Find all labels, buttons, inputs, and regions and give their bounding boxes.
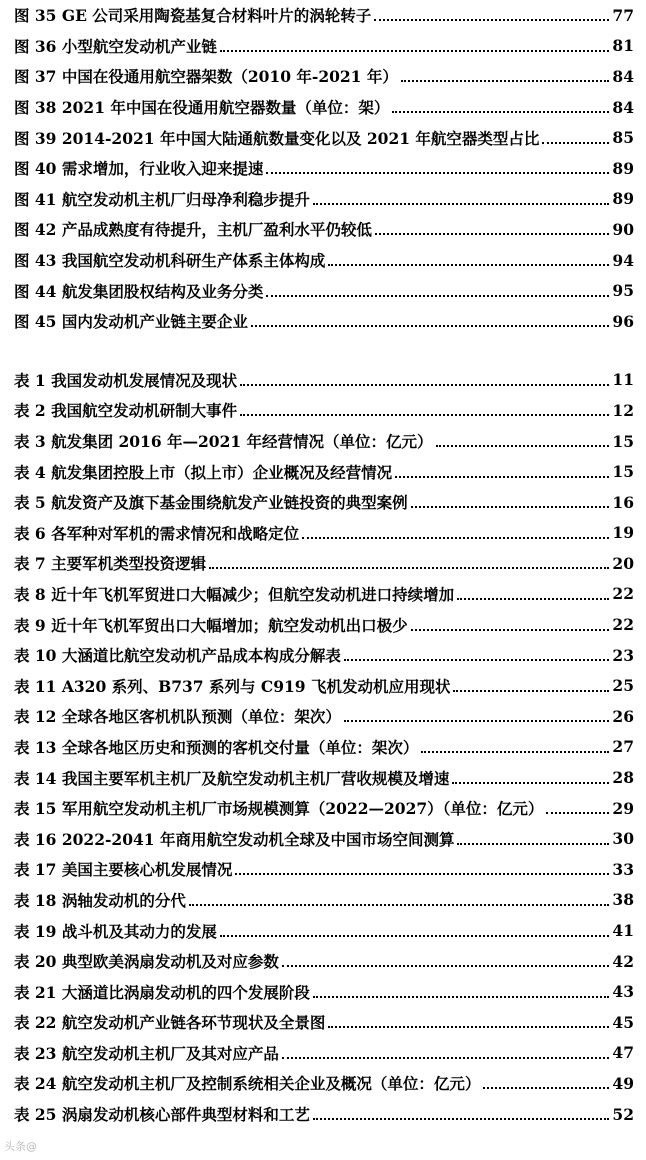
- toc-table-entry[interactable]: [14, 609, 634, 640]
- entry-title: 表 5 航发资产及旗下基金围绕航发产业链投资的典型案例: [14, 493, 408, 513]
- dot-leader: [220, 935, 610, 937]
- dot-leader: [220, 50, 610, 52]
- entry-title: 表 13 全球各地区历史和预测的客机交付量（单位：架次）: [14, 737, 419, 757]
- page-number: 89: [612, 158, 634, 178]
- toc-figure-entry[interactable]: [14, 61, 634, 92]
- toc-figure-entry[interactable]: [14, 0, 634, 31]
- page-number: 89: [612, 189, 634, 209]
- page-number: 38: [612, 890, 634, 910]
- dot-leader: [344, 659, 610, 661]
- dot-leader: [266, 295, 609, 297]
- entry-title: 表 8 近十年飞机军贸进口大幅减少；但航空发动机进口持续增加: [14, 584, 455, 604]
- dot-leader: [375, 233, 610, 235]
- page-number: 23: [612, 645, 634, 665]
- dot-leader: [313, 203, 610, 205]
- toc-table-entry[interactable]: [14, 670, 634, 701]
- entry-title: 图 38 2021 年中国在役通用航空器数量（单位：架）: [14, 98, 390, 118]
- toc-figure-entry[interactable]: [14, 92, 634, 123]
- dot-leader: [266, 172, 609, 174]
- page-number: 33: [612, 859, 634, 879]
- dot-leader: [328, 1026, 609, 1028]
- page-number: 11: [612, 370, 634, 390]
- entry-title: 图 42 产品成熟度有待提升，主机厂盈利水平仍较低: [14, 220, 372, 240]
- entry-title: 表 19 战斗机及其动力的发展: [14, 921, 217, 941]
- toc-figure-entry[interactable]: [14, 31, 634, 62]
- dot-leader: [411, 506, 610, 508]
- page-number: 90: [612, 219, 634, 239]
- entry-title: 表 4 航发集团控股上市（拟上市）企业概况及经营情况: [14, 462, 393, 482]
- table-list: [14, 365, 634, 1130]
- figure-list: [14, 0, 634, 337]
- toc-table-entry[interactable]: [14, 1068, 634, 1099]
- page-number: 94: [612, 250, 634, 270]
- entry-title: 表 18 涡轴发动机的分代: [14, 890, 186, 910]
- entry-title: 图 39 2014-2021 年中国大陆通航数量变化以及 2021 年航空器类型占比: [14, 128, 540, 148]
- entry-title: 表 2 我国航空发动机研制大事件: [14, 401, 238, 421]
- toc-table-entry[interactable]: [14, 701, 634, 732]
- toc-table-entry[interactable]: [14, 579, 634, 610]
- dot-leader: [436, 445, 610, 447]
- entry-title: 表 22 航空发动机产业链各环节现状及全景图: [14, 1013, 326, 1033]
- dot-leader: [235, 873, 609, 875]
- entry-title: 表 17 美国主要核心机发展情况: [14, 860, 233, 880]
- entry-title: 表 7 主要军机类型投资逻辑: [14, 554, 207, 574]
- entry-title: 图 37 中国在役通用航空器架数（2010 年-2021 年）: [14, 67, 398, 87]
- entry-title: 表 6 各军种对军机的需求情况和战略定位: [14, 523, 300, 543]
- entry-title: 表 9 近十年飞机军贸出口大幅增加；航空发动机出口极少: [14, 615, 408, 635]
- entry-title: 图 43 我国航空发动机科研生产体系主体构成: [14, 251, 326, 271]
- table-of-contents: [14, 0, 634, 1129]
- dot-leader: [457, 598, 609, 600]
- watermark: 头条@: [4, 1140, 37, 1153]
- page-number: 15: [612, 462, 634, 482]
- dot-leader: [421, 751, 609, 753]
- entry-title: 表 21 大涵道比涡扇发动机的四个发展阶段: [14, 982, 310, 1002]
- dot-leader: [189, 904, 610, 906]
- dot-leader: [395, 476, 609, 478]
- page-number: 42: [612, 951, 634, 971]
- toc-table-entry[interactable]: [14, 946, 634, 977]
- toc-table-entry[interactable]: [14, 487, 634, 518]
- toc-table-entry[interactable]: [14, 1007, 634, 1038]
- dot-leader: [453, 690, 609, 692]
- page-number: 85: [612, 128, 634, 148]
- page-number: 30: [612, 829, 634, 849]
- page-number: 52: [612, 1104, 634, 1124]
- toc-table-entry[interactable]: [14, 823, 634, 854]
- page-number: 47: [612, 1043, 634, 1063]
- dot-leader: [328, 264, 609, 266]
- dot-leader: [302, 537, 609, 539]
- page-number: 49: [612, 1073, 634, 1093]
- page-number: 28: [612, 768, 634, 788]
- page-number: 43: [612, 982, 634, 1002]
- toc-table-entry[interactable]: [14, 518, 634, 549]
- entry-title: 图 41 航空发动机主机厂归母净利稳步提升: [14, 189, 310, 209]
- dot-leader: [542, 142, 609, 144]
- entry-title: 表 24 航空发动机主机厂及控制系统相关企业及概况（单位：亿元）: [14, 1074, 481, 1094]
- entry-title: 表 25 涡扇发动机核心部件典型材料和工艺: [14, 1105, 310, 1125]
- dot-leader: [374, 19, 609, 21]
- page-number: 45: [612, 1012, 634, 1032]
- dot-leader: [240, 414, 609, 416]
- dot-leader: [401, 80, 610, 82]
- entry-title: 表 12 全球各地区客机机队预测（单位：架次）: [14, 707, 341, 727]
- entry-title: 表 20 典型欧美涡扇发动机及对应参数: [14, 952, 279, 972]
- page-number: 29: [612, 798, 634, 818]
- entry-title: 表 14 我国主要军机主机厂及航空发动机主机厂营收规模及增速: [14, 768, 450, 788]
- toc-table-entry[interactable]: [14, 762, 634, 793]
- entry-title: 表 11 A320 系列、B737 系列与 C919 飞机发动机应用现状: [14, 676, 451, 696]
- toc-table-entry[interactable]: [14, 426, 634, 457]
- toc-table-entry[interactable]: [14, 365, 634, 396]
- page-number: 84: [612, 97, 634, 117]
- toc-table-entry[interactable]: [14, 885, 634, 916]
- entry-title: 表 16 2022-2041 年商用航空发动机全球及中国市场空间测算: [14, 829, 455, 849]
- toc-table-entry[interactable]: [14, 456, 634, 487]
- page-number: 96: [612, 311, 634, 331]
- dot-leader: [282, 1057, 610, 1059]
- dot-leader: [411, 629, 610, 631]
- dot-leader: [457, 843, 609, 845]
- dot-leader: [344, 720, 610, 722]
- entry-title: 表 23 航空发动机主机厂及其对应产品: [14, 1043, 279, 1063]
- dot-leader: [282, 965, 610, 967]
- dot-leader: [313, 1118, 610, 1120]
- toc-figure-entry[interactable]: [14, 306, 634, 337]
- toc-table-entry[interactable]: [14, 732, 634, 763]
- toc-figure-entry[interactable]: [14, 184, 634, 215]
- dot-leader: [392, 111, 609, 113]
- toc-table-entry[interactable]: [14, 395, 634, 426]
- toc-figure-entry[interactable]: [14, 122, 634, 153]
- toc-table-entry[interactable]: [14, 1099, 634, 1130]
- entry-title: 图 40 需求增加，行业收入迎来提速: [14, 159, 264, 179]
- toc-table-entry[interactable]: [14, 793, 634, 824]
- dot-leader: [452, 782, 609, 784]
- page-number: 19: [612, 523, 634, 543]
- toc-table-entry[interactable]: [14, 854, 634, 885]
- page-number: 81: [612, 36, 634, 56]
- page-number: 22: [612, 615, 634, 635]
- page-number: 16: [612, 492, 634, 512]
- page-number: 12: [612, 400, 634, 420]
- toc-figure-entry[interactable]: [14, 153, 634, 184]
- page-number: 22: [612, 584, 634, 604]
- toc-figure-entry[interactable]: [14, 245, 634, 276]
- dot-leader: [240, 384, 609, 386]
- dot-leader: [209, 567, 609, 569]
- entry-title: 图 36 小型航空发动机产业链: [14, 36, 217, 56]
- toc-table-entry[interactable]: [14, 915, 634, 946]
- entry-title: 表 10 大涵道比航空发动机产品成本构成分解表: [14, 646, 341, 666]
- dot-leader: [251, 325, 610, 327]
- toc-table-entry[interactable]: [14, 1038, 634, 1069]
- page-number: 77: [612, 5, 634, 25]
- entry-title: 图 44 航发集团股权结构及业务分类: [14, 281, 264, 301]
- toc-figure-entry[interactable]: [14, 275, 634, 306]
- dot-leader: [313, 996, 610, 998]
- page-number: 26: [612, 706, 634, 726]
- entry-title: 表 15 军用航空发动机主机厂市场规模测算（2022—2027）（单位：亿元）: [14, 799, 544, 819]
- section-gap: [14, 337, 634, 365]
- dot-leader: [546, 812, 609, 814]
- entry-title: 图 45 国内发动机产业链主要企业: [14, 312, 248, 332]
- page-number: 41: [612, 921, 634, 941]
- page-number: 84: [612, 66, 634, 86]
- page-number: 15: [612, 431, 634, 451]
- entry-title: 表 1 我国发动机发展情况及现状: [14, 370, 238, 390]
- toc-table-entry[interactable]: [14, 976, 634, 1007]
- toc-figure-entry[interactable]: [14, 214, 634, 245]
- entry-title: 表 3 航发集团 2016 年—2021 年经营情况（单位：亿元）: [14, 432, 433, 452]
- dot-leader: [483, 1087, 609, 1089]
- page-number: 27: [612, 737, 634, 757]
- entry-title: 图 35 GE 公司采用陶瓷基复合材料叶片的涡轮转子: [14, 6, 372, 26]
- page-number: 95: [612, 281, 634, 301]
- page-number: 25: [612, 676, 634, 696]
- toc-table-entry[interactable]: [14, 548, 634, 579]
- toc-table-entry[interactable]: [14, 640, 634, 671]
- page-number: 20: [612, 553, 634, 573]
